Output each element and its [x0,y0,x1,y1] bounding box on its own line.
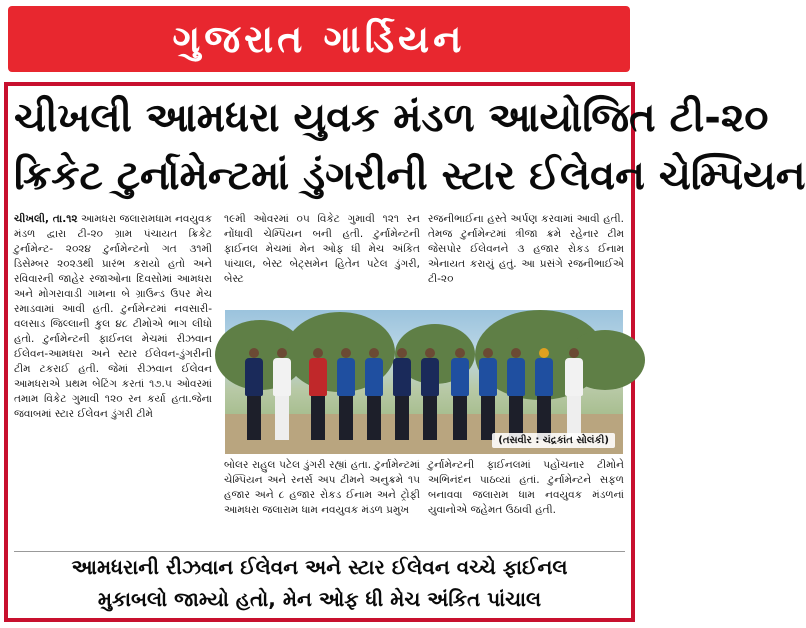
dateline: ચીખલી, તા.૧૨ [14,213,78,225]
masthead-banner [8,6,630,72]
article-column-1 [14,212,212,552]
article-column-1-text: આમધરા જલારામધામ નવયુવક મંડળ દ્વારા ટી-૨૦ ગ્રામ પંચાયત ક્રિકેટ ટુર્નામેન્ટ- ૨૦૨૪ ટુર્નામેન્ટનો ગત ૩૧મી ડિસેમ્બર ૨૦૨૩થી પ્રારંભ કરાયો હતો અને રવિવારની જાહેર રજાઓના દિવસોમાં આમધરા અને મોગરાવાડી ગામના બે ગ્રાઉન્ડ ઉપર મેચ રમાડવામાં આવી હતી. ટુર્નામેન્ટમાં નવસારી-વલસાડ જિલ્લાની કુલ ૪૮ ટીમોએ ભાગ લીધો હતો. ટુર્નામેન્ટની ફાઈનલ મેચમાં રીઝવાન ઈલેવન-આમધરા અને સ્ટાર ઈલેવન-ડુંગરીની ટીમ ટકરાઈ હતી. જેમાં રીઝવાન ઈલેવન આમધરાએ પ્રથમ બેટિંગ કરતાં ૧૭.૫ ઓવરમાં તમામ વિકેટ ગુમાવી ૧૨૦ રન કર્યા હતા.જેના જવાબમાં સ્ટાર ઈલેવન ડુંગરી ટીમે [14,213,213,420]
article-column-3-top: રજનીભાઈના હસ્તે અર્પણ કરવામાં આવી હતી. તેમજ ટુર્નામેન્ટમાં ત્રીજા ક્રમે રહેનાર ટીમ જેસપોર ઈલેવનને ૩ હજાર રોકડ ઈનામ એનાયત કરાયું હતું. આ પ્રસંગે રજનીભાઈએ ટી-૨૦ [428,213,624,285]
newspaper-title: ગુજરાત ગાર્ડિયન [172,16,466,61]
subheadline-line-1: આમધરાની રીઝવાન ઈલેવન અને સ્ટાર ઈલેવન વચ્ચે ફાઈનલ [71,555,568,579]
article-column-2-bottom: બોલર રાહુલ પટેલ ડુંગરી રહ્યાં હતા. ટુર્નામેન્ટમાં ચેમ્પિયન અને રનર્સ અપ ટીમને અનુક્રમે ૧૫ હજાર અને ૮ હજાર રોકડ ઈનામ અને ટ્રોફી આમધરા જલારામ ધામ નવયુવક મંડળ પ્રમુખ [224,459,420,516]
photo-caption: (તસવીર : ચંદ્રકાંત સોલંકી) [492,433,615,448]
article-column-3-bottom: ટુર્નામેન્ટની ફાઈનલમાં પહોંચનાર ટીમોને અભિનંદન પાઠવ્યાં હતાં. ટુર્નામેન્ટને સફળ બનાવવા જલારામ ધામ નવયુવક મંડળનાં યુવાનોએ જહેમત ઉઠાવી હતી. [428,459,624,516]
article-column-2-top: ૧૯મી ઓવરમાં ૦૫ વિકેટ ગુમાવી ૧૨૧ રન નોંધાવી ચેમ્પિયન બની હતી. ટુર્નામેન્ટની ફાઈનલ મેચમાં મેન ઓફ ધી મેચ અંકિત પાંચાલ, બેસ્ટ બેટ્સમેન હિતેન પટેલ ડુંગરી, બેસ્ટ [224,213,420,285]
headline-line-1: ચીખલી આમધરા યુવક મંડળ આયોજિત ટી-૨૦ [14,95,769,141]
team-photo [225,310,623,454]
headline-line-2: ક્રિકેટ ટુર્નામેન્ટમાં ડુંગરીની સ્ટાર ઈલેવન ચેમ્પિયન [14,153,806,199]
subheadline-line-2: મુકાબલો જામ્યો હતો, મેન ઓફ ધી મેચ અંકિત પાંચાલ [97,587,542,611]
